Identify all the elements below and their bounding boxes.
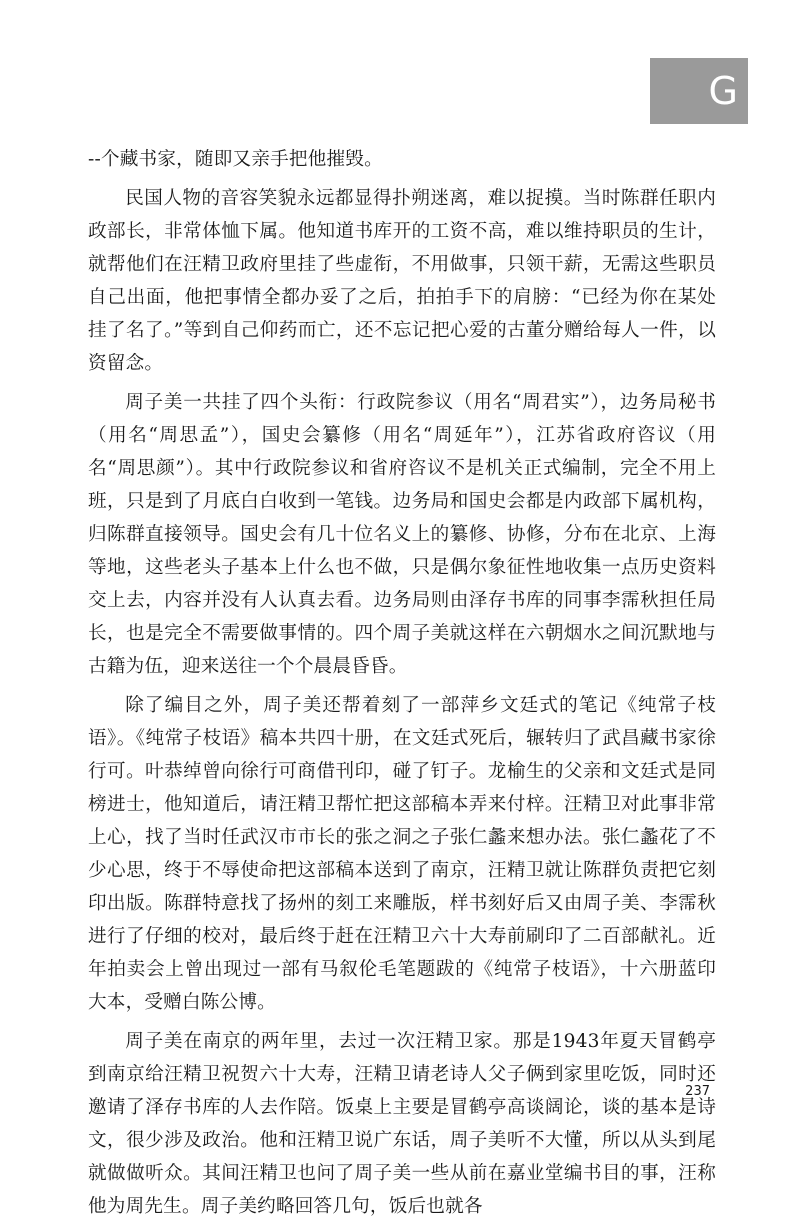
paragraph-continuation: --个藏书家，随即又亲手把他摧毁。 — [88, 149, 383, 170]
paragraph: 民国人物的音容笑貌永远都显得扑朔迷离，难以捉摸。当时陈群任职内政部长，非常体恤下属。他知道书库开的工资不高，难以维持职员的生计，就帮他们在汪精卫政府里挂了些虚衔，不用做事，只领干薪，无需这些职员自己出面，他把事情全都办妥了之后，拍拍手下的肩膀：“已经为你在某处挂了名了。”等到自己仰药而亡，还不忘记把心爱的古董分赠给每人一件，以资留念。 — [88, 188, 716, 374]
section-tab — [650, 58, 748, 124]
paragraph: 除了编目之外，周子美还帮着刻了一部萍乡文廷式的笔记《纯常子枝语》。《纯常子枝语》稿本共四十册，在文廷式死后，辗转归了武昌藏书家徐行可。叶恭绰曾向徐行可商借刊印，碰了钉子。龙榆生的父亲和文廷式是同榜进士，他知道后，请汪精卫帮忙把这部稿本弄来付梓。汪精卫对此事非常上心，找了当时任武汉市市长的张之洞之子张仁蠡来想办法。张仁蠡花了不少心思，终于不辱使命把这部稿本送到了南京，汪精卫就让陈群负责把它刻印出版。陈群特意找了扬州的刻工来雕版，样书刻好后又由周子美、李霈秋进行了仔细的校对，最后终于赶在汪精卫六十大寿前刷印了二百部献礼。近年拍卖会上曾出现过一部有马叙伦毛笔题跋的《纯常子枝语》，十六册蓝印大本，受赠白陈公博。 — [88, 695, 716, 1013]
paragraph: 周子美在南京的两年里，去过一次汪精卫家。那是1943年夏天冒鹤亭到南京给汪精卫祝贺六十大寿，汪精卫请老诗人父子俩到家里吃饭，同时还邀请了泽存书库的人去作陪。饭桌上主要是冒鹤亭高谈阔论，谈的基本是诗文，很少涉及政治。他和汪精卫说广东话，周子美听不大懂，所以从头到尾就做做听众。其间汪精卫也问了周子美一些从前在嘉业堂编书目的事，汪称他为周先生。周子美约略回答几句，饭后也就各 — [88, 1031, 716, 1217]
section-letter: G — [708, 69, 738, 113]
text-body — [88, 143, 716, 1229]
paragraph: 周子美一共挂了四个头衔：行政院参议（用名“周君实”），边务局秘书（用名“周思孟”），国史会纂修（用名“周延年”），江苏省政府咨议（用名“周思颜”）。其中行政院参议和省府咨议不是机关正式编制，完全不用上班，只是到了月底白白收到一笔钱。边务局和国史会都是内政部下属机构，归陈群直接领导。国史会有几十位名义上的纂修、协修，分布在北京、上海等地，这些老头子基本上什么也不做，只是偶尔象征性地收集一点历史资料交上去，内容并没有人认真去看。边务局则由泽存书库的同事李霈秋担任局长，也是完全不需要做事情的。四个周子美就这样在六朝烟水之间沉默地与古籍为伍，迎来送往一个个晨晨昏昏。 — [88, 392, 716, 677]
page-number: 237 — [685, 1084, 710, 1099]
